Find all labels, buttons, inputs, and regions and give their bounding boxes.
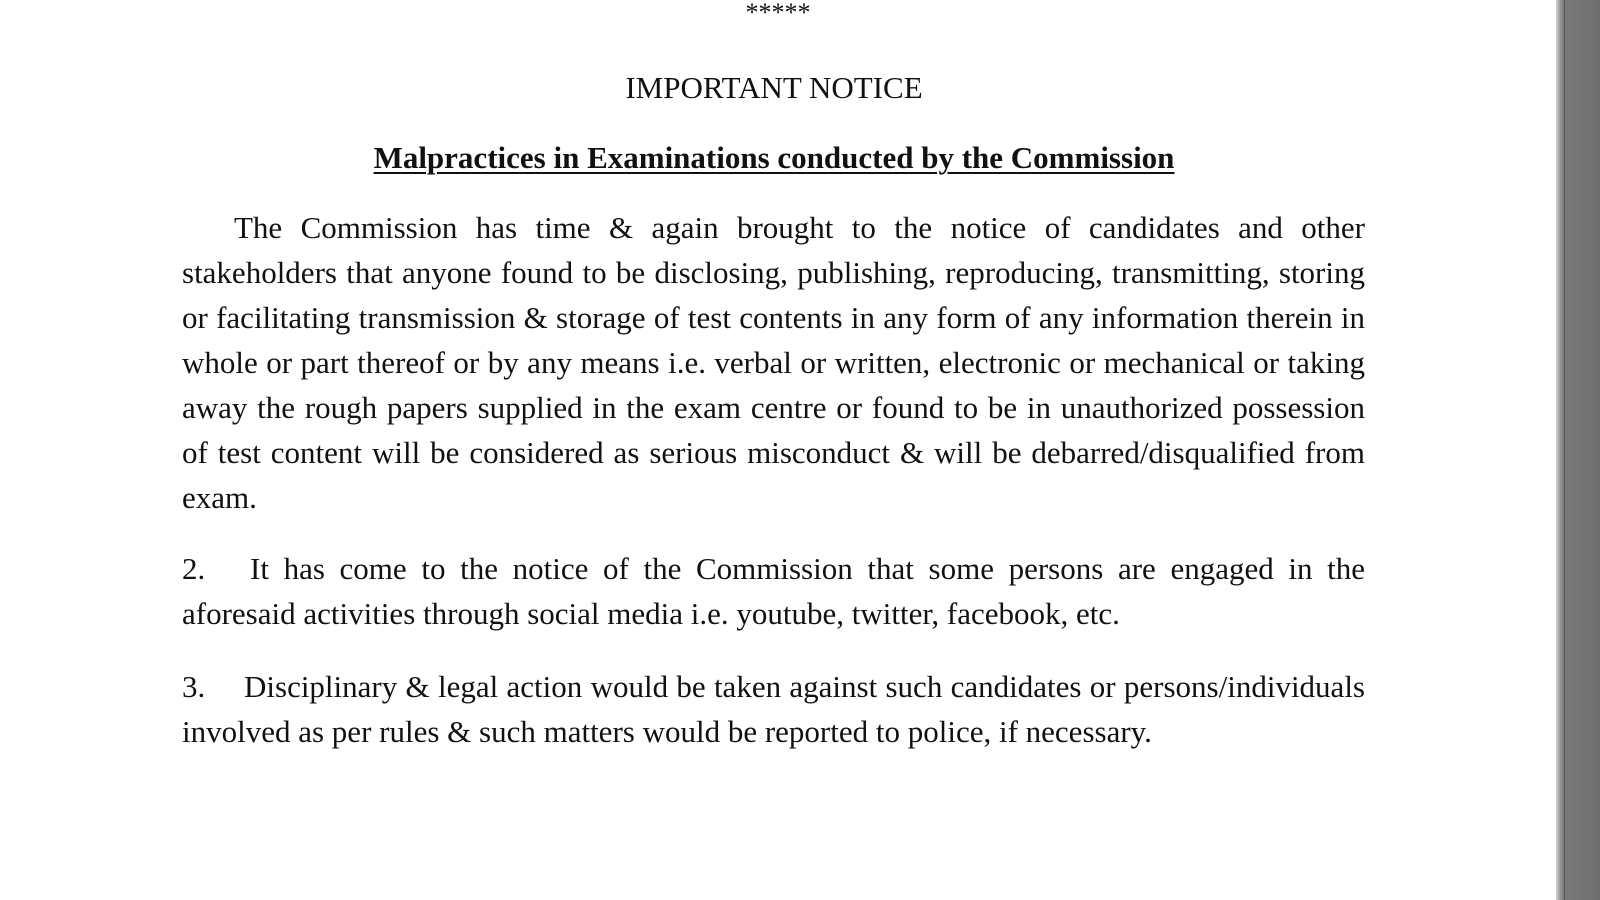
paragraph-3-text: Disciplinary & legal action would be taken against such candidates or persons/individuals involved as per rules & such matters would be reported to police, if necessary. (182, 669, 1365, 749)
notice-subtitle: Malpractices in Examinations conducted by the Commission (373, 140, 1175, 175)
separator-stars: ***** (745, 0, 811, 27)
paragraph-1 (182, 205, 1365, 520)
paragraph-2-number: 2. (182, 551, 206, 586)
viewer-scrollbar-edge[interactable] (1556, 0, 1600, 900)
notice-title: IMPORTANT NOTICE (625, 70, 923, 105)
paragraph-3-number: 3. (182, 669, 206, 704)
paragraph-2 (182, 546, 1365, 636)
paragraph-2-text: It has come to the notice of the Commission that some persons are engaged in the aforesaid activities through social media i.e. youtube, twitter, facebook, etc. (182, 551, 1365, 631)
paragraph-3 (182, 664, 1365, 754)
scrollbar-divider (1564, 0, 1565, 900)
paragraph-1-text: The Commission has time & again brought to the notice of candidates and other stakeholders that anyone found to be disclosing, publishing, reproducing, transmitting, storing or facilitating transmission & storage of test contents in any form of any information therein in whole or part thereof or by any means i.e. verbal or written, electronic or mechanical or taking away the rough papers supplied in the exam centre or found to be in unauthorized possession of test content will be considered as serious misconduct & will be debarred/disqualified from exam. (182, 210, 1365, 515)
